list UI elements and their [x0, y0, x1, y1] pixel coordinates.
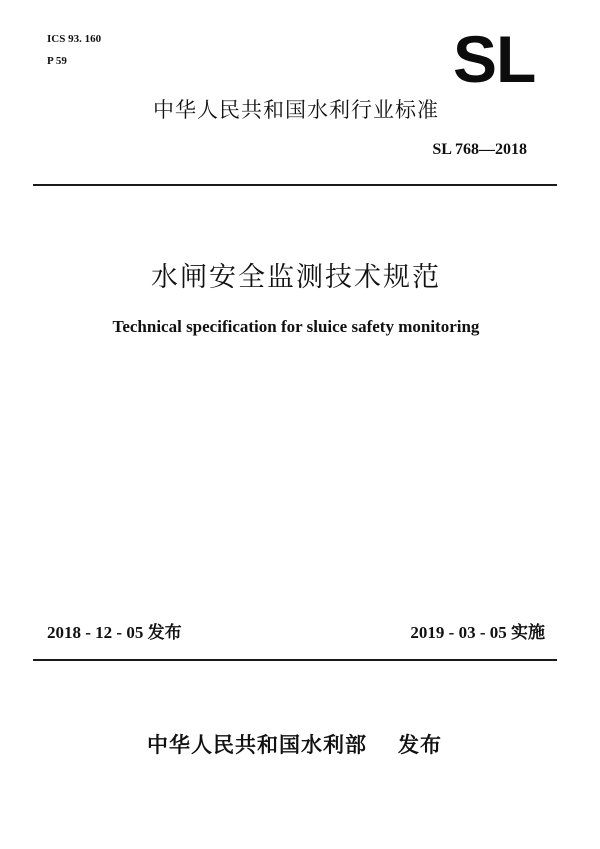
implementation-date: 2019 - 03 - 05 实施 — [410, 623, 545, 642]
standard-category: 中华人民共和国水利行业标准 — [153, 98, 439, 122]
issue-date: 2018 - 12 - 05 发布 — [47, 623, 182, 642]
standard-number: SL 768—2018 — [432, 141, 527, 158]
bottom-divider — [33, 659, 557, 661]
publisher-action: 发布 — [398, 733, 442, 757]
publisher-name: 中华人民共和国水利部 — [147, 733, 367, 757]
ics-code: ICS 93. 160 — [47, 33, 102, 45]
top-divider — [33, 184, 557, 186]
title-chinese: 水闸安全监测技术规范 — [151, 262, 441, 293]
title-english: Technical specification for sluice safety monitoring — [112, 317, 480, 336]
sl-logo: SL — [453, 22, 536, 96]
ccs-code: P 59 — [47, 55, 67, 67]
